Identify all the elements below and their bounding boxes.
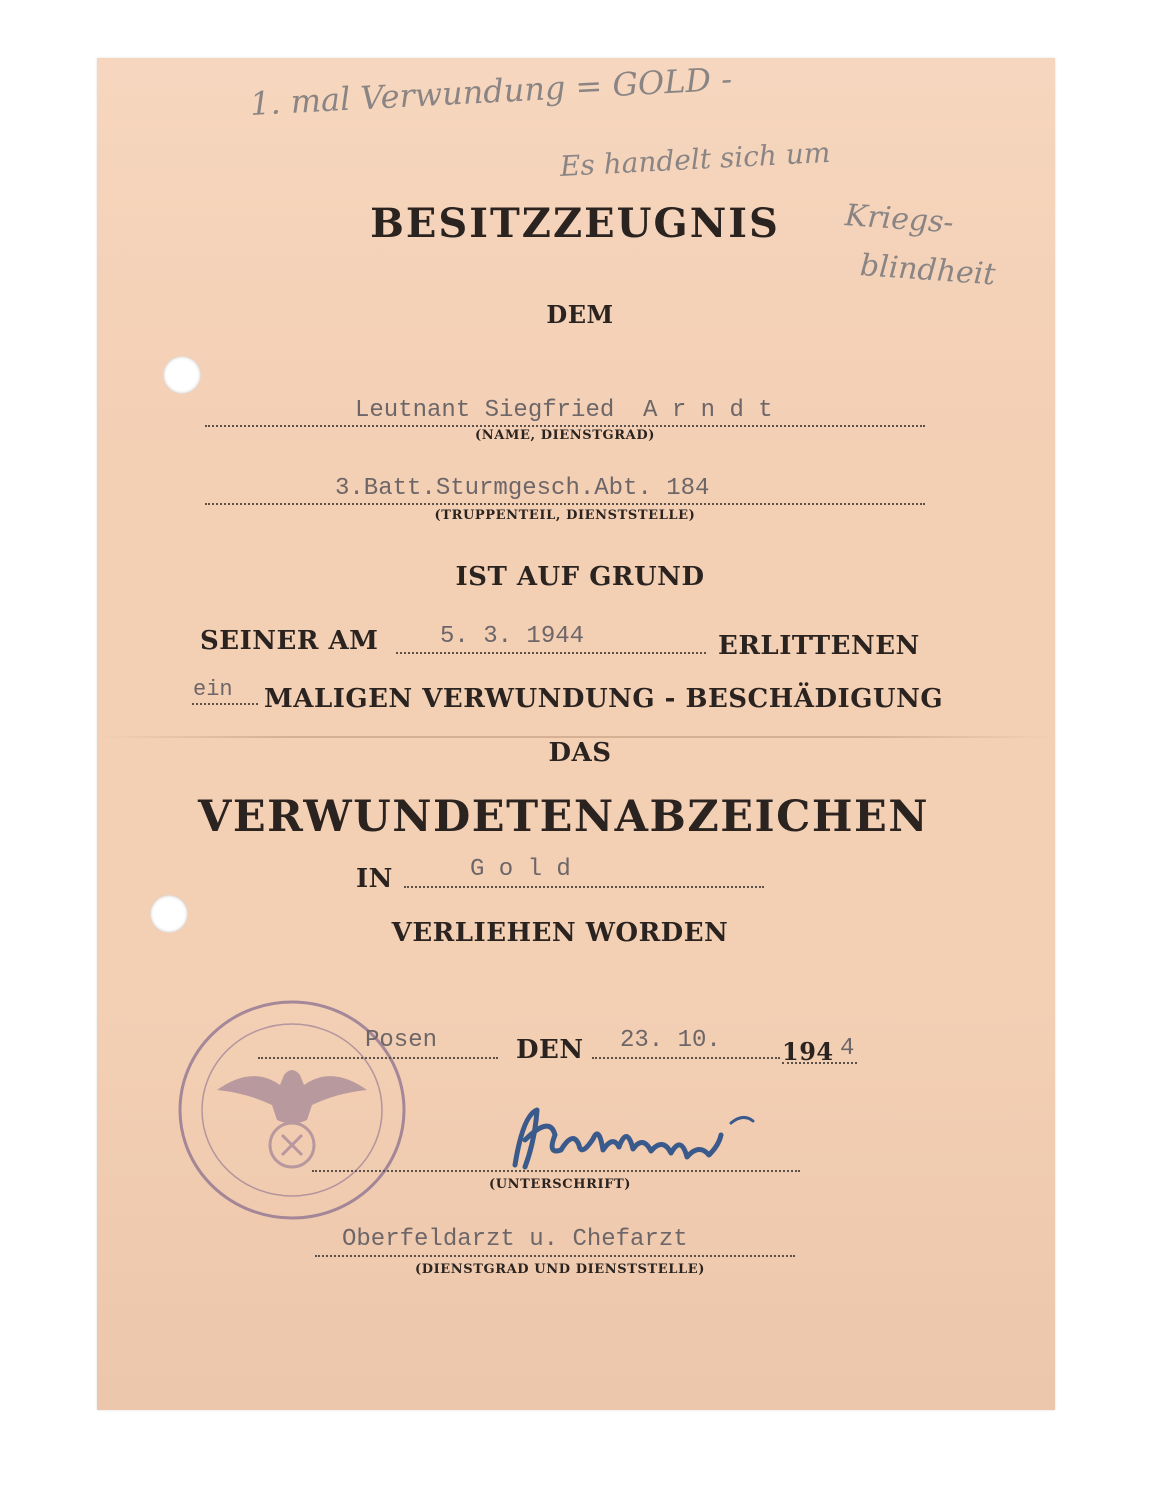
rank-line bbox=[315, 1255, 795, 1257]
grade-value: G o l d bbox=[470, 856, 571, 883]
times-line bbox=[192, 703, 258, 705]
year-line bbox=[782, 1062, 857, 1064]
rank-value: Oberfeldarzt u. Chefarzt bbox=[342, 1226, 688, 1253]
verliehen-label: VERLIEHEN WORDEN bbox=[391, 918, 729, 948]
grade-line bbox=[404, 886, 764, 888]
year-suffix: 4 bbox=[840, 1035, 855, 1062]
in-label: IN bbox=[356, 864, 393, 894]
maligen-label: MALIGEN VERWUNDUNG - BESCHÄDIGUNG bbox=[264, 684, 944, 714]
erlittenen-label: ERLITTENEN bbox=[718, 631, 920, 661]
unit-value: 3.Batt.Sturmgesch.Abt. 184 bbox=[335, 475, 710, 502]
handwritten-note-line2: Es handelt sich um bbox=[559, 135, 832, 183]
punch-hole-bottom bbox=[150, 895, 188, 933]
wound-date-line bbox=[396, 652, 706, 654]
wound-date-value: 5. 3. 1944 bbox=[440, 623, 585, 650]
dem-label: DEM bbox=[546, 300, 614, 329]
award-name: VERWUNDETENABZEICHEN bbox=[198, 792, 930, 842]
times-value: ein bbox=[193, 677, 233, 702]
seiner-am-label: SEINER AM bbox=[200, 626, 379, 656]
name-line bbox=[205, 425, 925, 427]
das-label: DAS bbox=[548, 738, 612, 768]
award-date-value: 23. 10. bbox=[620, 1027, 721, 1054]
handwritten-note-line4: blindheit bbox=[858, 248, 997, 293]
name-value: Leutnant Siegfried A r n d t bbox=[355, 397, 773, 424]
den-label: DEN bbox=[516, 1035, 584, 1065]
unit-caption: (TRUPPENTEIL, DIENSTSTELLE) bbox=[434, 508, 696, 523]
award-date-line bbox=[592, 1057, 780, 1059]
ist-auf-grund-label: IST AUF GRUND bbox=[455, 562, 705, 592]
signature-caption: (UNTERSCHRIFT) bbox=[488, 1177, 632, 1192]
signature-line bbox=[312, 1170, 800, 1172]
document-title: BESITZZEUGNIS bbox=[370, 200, 780, 247]
handwritten-signature bbox=[495, 1095, 785, 1175]
name-caption: (NAME, DIENSTGRAD) bbox=[475, 428, 655, 443]
rank-caption: (DIENSTGRAD UND DIENSTSTELLE) bbox=[414, 1262, 706, 1277]
handwritten-note-line3: Kriegs- bbox=[843, 198, 955, 241]
eagle-emblem-icon bbox=[217, 1070, 367, 1167]
punch-hole-top bbox=[163, 356, 201, 394]
place-value: Posen bbox=[365, 1027, 438, 1054]
place-line bbox=[258, 1057, 498, 1059]
unit-line bbox=[205, 503, 925, 505]
year-prefix: 194 bbox=[782, 1037, 834, 1066]
handwritten-note-line1: 1. mal Verwundung = GOLD - bbox=[249, 59, 733, 123]
